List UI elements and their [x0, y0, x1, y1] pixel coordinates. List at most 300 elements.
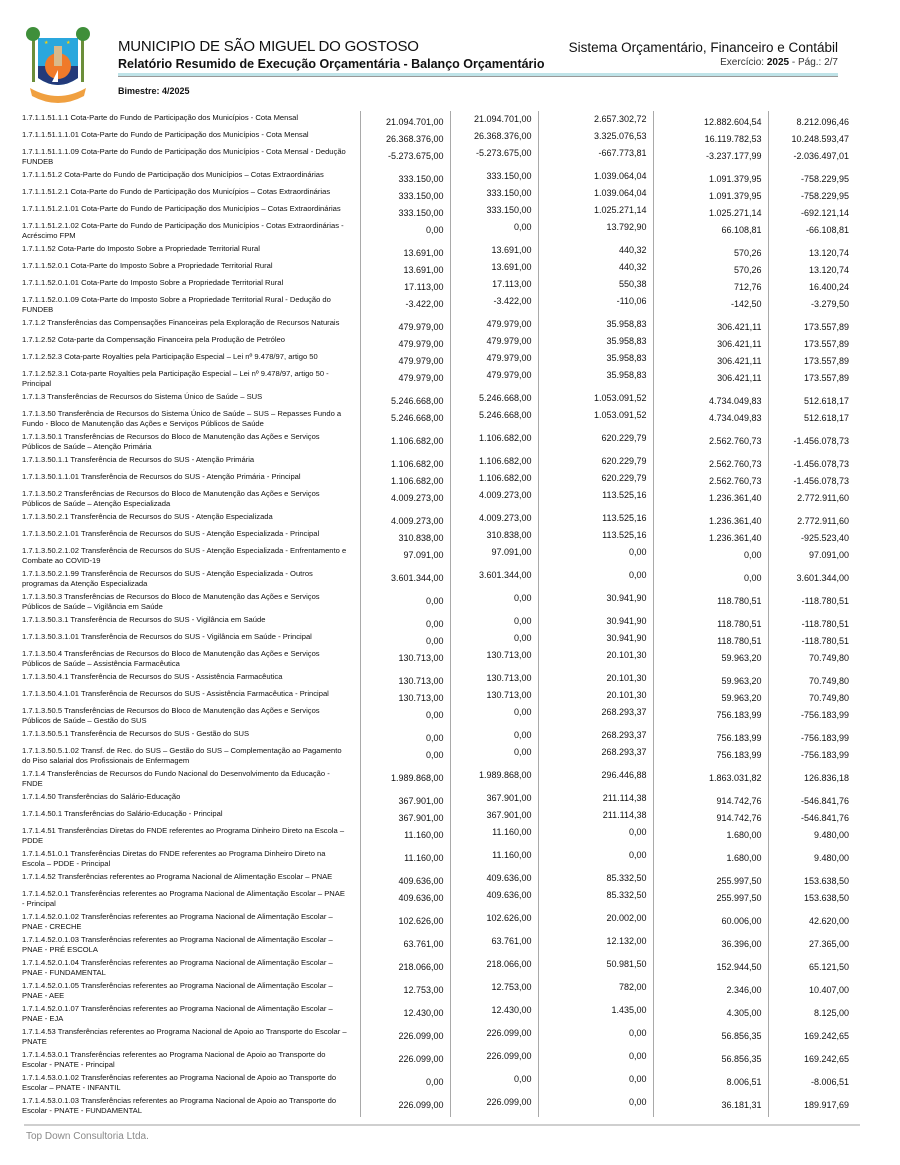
- forecast-initial-value: 0,00: [360, 613, 450, 630]
- revenue-description: 1.7.1.3.50.4.1.01 Transferência de Recursos do SUS - Assistência Farmacêutica - Principal: [22, 689, 329, 698]
- table-row: [22, 219, 855, 242]
- realized-bimester-value: 620.229,79: [538, 453, 653, 470]
- forecast-initial-value: 21.094.701,00: [360, 111, 450, 128]
- balance-value: -1.456.078,73: [768, 430, 855, 453]
- balance-value: 8.212.096,46: [768, 111, 855, 128]
- table-row: [22, 704, 855, 727]
- realized-to-date-value: 306.421,11: [653, 333, 768, 350]
- forecast-initial-value: 13.691,00: [360, 242, 450, 259]
- balance-value: 8.125,00: [768, 1002, 855, 1025]
- balance-value: 70.749,80: [768, 647, 855, 670]
- realized-to-date-value: -142,50: [653, 293, 768, 316]
- realized-to-date-value: 59.963,20: [653, 670, 768, 687]
- forecast-initial-value: 1.989.868,00: [360, 767, 450, 790]
- forecast-updated-value: 1.106.682,00: [450, 453, 538, 470]
- table-row: [22, 168, 855, 185]
- revenue-description: 1.7.1.4.53.0.1.02 Transferências referentes ao Programa Nacional de Apoio ao Transporte do Escolar – PNATE - INFANTIL: [22, 1073, 337, 1092]
- realized-bimester-value: 85.332,50: [538, 870, 653, 887]
- balance-value: 169.242,65: [768, 1025, 855, 1048]
- realized-bimester-value: 20.002,00: [538, 910, 653, 933]
- forecast-updated-value: 12.753,00: [450, 979, 538, 1002]
- forecast-updated-value: 130.713,00: [450, 670, 538, 687]
- revenue-description: 1.7.1.3 Transferências de Recursos do Sistema Único de Saúde – SUS: [22, 392, 263, 401]
- table-row: [22, 510, 855, 527]
- realized-bimester-value: 35.958,83: [538, 367, 653, 390]
- forecast-updated-value: 367.901,00: [450, 807, 538, 824]
- balance-value: 16.400,24: [768, 276, 855, 293]
- table-row: [22, 824, 855, 847]
- realized-to-date-value: 66.108,81: [653, 219, 768, 242]
- realized-bimester-value: 0,00: [538, 1048, 653, 1071]
- revenue-description: 1.7.1.2.52 Cota-parte da Compensação Financeira pela Produção de Petróleo: [22, 335, 285, 344]
- balance-value: -756.183,99: [768, 744, 855, 767]
- realized-bimester-value: 50.981,50: [538, 956, 653, 979]
- forecast-initial-value: 11.160,00: [360, 847, 450, 870]
- realized-bimester-value: 211.114,38: [538, 807, 653, 824]
- balance-value: -66.108,81: [768, 219, 855, 242]
- report-title: Relatório Resumido de Execução Orçamentária - Balanço Orçamentário: [118, 57, 545, 71]
- revenue-description: 1.7.1.3.50.3 Transferências de Recursos do Bloco de Manutenção das Ações e Serviços Públicos de Saúde – Vigilância em Saúde: [22, 592, 320, 611]
- balance-value: 126.836,18: [768, 767, 855, 790]
- forecast-initial-value: 0,00: [360, 590, 450, 613]
- forecast-updated-value: 333.150,00: [450, 185, 538, 202]
- forecast-initial-value: 4.009.273,00: [360, 487, 450, 510]
- table-row: [22, 807, 855, 824]
- balance-value: -692.121,14: [768, 202, 855, 219]
- table-row: [22, 453, 855, 470]
- table-row: [22, 767, 855, 790]
- realized-bimester-value: 1.039.064,04: [538, 185, 653, 202]
- realized-bimester-value: 30.941,90: [538, 590, 653, 613]
- forecast-updated-value: 1.106.682,00: [450, 470, 538, 487]
- forecast-initial-value: 12.753,00: [360, 979, 450, 1002]
- table-row: [22, 487, 855, 510]
- table-row: [22, 242, 855, 259]
- realized-to-date-value: 56.856,35: [653, 1025, 768, 1048]
- balance-value: 173.557,89: [768, 316, 855, 333]
- realized-to-date-value: 1.236.361,40: [653, 510, 768, 527]
- forecast-initial-value: 226.099,00: [360, 1048, 450, 1071]
- forecast-updated-value: 409.636,00: [450, 887, 538, 910]
- revenue-description: 1.7.1.1.52.0.1 Cota-Parte do Imposto Sobre a Propriedade Territorial Rural: [22, 261, 273, 270]
- svg-text:★: ★: [44, 40, 49, 46]
- forecast-updated-value: 21.094.701,00: [450, 111, 538, 128]
- forecast-initial-value: 409.636,00: [360, 870, 450, 887]
- forecast-updated-value: 226.099,00: [450, 1094, 538, 1117]
- forecast-updated-value: 26.368.376,00: [450, 128, 538, 145]
- balance-value: -3.279,50: [768, 293, 855, 316]
- realized-bimester-value: 0,00: [538, 544, 653, 567]
- realized-bimester-value: 620.229,79: [538, 430, 653, 453]
- forecast-initial-value: 0,00: [360, 630, 450, 647]
- table-row: [22, 259, 855, 276]
- balance-value: -118.780,51: [768, 613, 855, 630]
- realized-bimester-value: 35.958,83: [538, 316, 653, 333]
- revenue-description: 1.7.1.3.50.5 Transferências de Recursos do Bloco de Manutenção das Ações e Serviços Públicos de Saúde – Gestão do SUS: [22, 706, 320, 725]
- balance-value: 10.248.593,47: [768, 128, 855, 145]
- realized-bimester-value: 0,00: [538, 1094, 653, 1117]
- forecast-initial-value: 479.979,00: [360, 350, 450, 367]
- revenue-description: 1.7.1.3.50 Transferência de Recursos do Sistema Único de Saúde – SUS – Repasses Fundo a Fundo - Bloco de Manutenção das Ações e Serviços Públicos de Saúde: [22, 409, 342, 428]
- realized-to-date-value: 1.091.379,95: [653, 168, 768, 185]
- forecast-initial-value: 1.106.682,00: [360, 470, 450, 487]
- forecast-initial-value: 226.099,00: [360, 1025, 450, 1048]
- forecast-updated-value: 12.430,00: [450, 1002, 538, 1025]
- table-row: [22, 630, 855, 647]
- balance-value: 173.557,89: [768, 367, 855, 390]
- realized-bimester-value: 113.525,16: [538, 527, 653, 544]
- revenue-description: 1.7.1.4.50.1 Transferências do Salário-Educação - Principal: [22, 809, 223, 818]
- table-row: [22, 933, 855, 956]
- revenue-description: 1.7.1.3.50.1.1.01 Transferência de Recursos do SUS - Atenção Primária - Principal: [22, 472, 301, 481]
- forecast-initial-value: 0,00: [360, 704, 450, 727]
- realized-bimester-value: 268.293,37: [538, 744, 653, 767]
- bimester-label: Bimestre: 4/2025: [118, 86, 190, 96]
- forecast-updated-value: 4.009.273,00: [450, 487, 538, 510]
- realized-to-date-value: 1.236.361,40: [653, 487, 768, 510]
- realized-to-date-value: 118.780,51: [653, 590, 768, 613]
- revenue-description: 1.7.1.1.51.1.1.09 Cota-Parte do Fundo de Participação dos Municípios - Cota Mensal - Dedução FUNDEB: [22, 147, 346, 166]
- municipal-coat-of-arms-logo: [24, 26, 92, 104]
- realized-to-date-value: 1.680,00: [653, 824, 768, 847]
- revenue-description: 1.7.1.3.50.2.1.02 Transferência de Recursos do SUS - Atenção Especializada - Enfrentamento e Combate ao COVID-19: [22, 546, 347, 565]
- balance-value: -118.780,51: [768, 630, 855, 647]
- balance-value: -758.229,95: [768, 185, 855, 202]
- revenue-description: 1.7.1.1.52.0.1.01 Cota-Parte do Imposto Sobre a Propriedade Territorial Rural: [22, 278, 284, 287]
- footer-company: Top Down Consultoria Ltda.: [26, 1131, 149, 1142]
- forecast-updated-value: 218.066,00: [450, 956, 538, 979]
- revenue-description: 1.7.1.4.53.0.1.03 Transferências referentes ao Programa Nacional de Apoio ao Transporte do Escolar - PNATE - FUNDAMENTAL: [22, 1096, 337, 1115]
- forecast-updated-value: 63.761,00: [450, 933, 538, 956]
- balance-value: 13.120,74: [768, 259, 855, 276]
- forecast-initial-value: 5.246.668,00: [360, 390, 450, 407]
- realized-to-date-value: -3.237.177,99: [653, 145, 768, 168]
- revenue-description: 1.7.1.3.50.2.1.99 Transferência de Recursos do SUS - Atenção Especializada - Outros programas da Atenção Especializada: [22, 569, 313, 588]
- forecast-updated-value: 0,00: [450, 613, 538, 630]
- table-row: [22, 727, 855, 744]
- exercise-page-info: [720, 57, 838, 68]
- realized-to-date-value: 2.346,00: [653, 979, 768, 1002]
- realized-bimester-value: 85.332,50: [538, 887, 653, 910]
- forecast-updated-value: 1.989.868,00: [450, 767, 538, 790]
- table-row: [22, 744, 855, 767]
- balance-value: 2.772.911,60: [768, 487, 855, 510]
- balance-value: 173.557,89: [768, 333, 855, 350]
- table-row: [22, 430, 855, 453]
- realized-bimester-value: 20.101,30: [538, 687, 653, 704]
- realized-to-date-value: 0,00: [653, 544, 768, 567]
- realized-bimester-value: 0,00: [538, 847, 653, 870]
- realized-to-date-value: 59.963,20: [653, 687, 768, 704]
- forecast-initial-value: 0,00: [360, 744, 450, 767]
- realized-bimester-value: 296.446,88: [538, 767, 653, 790]
- revenue-description: 1.7.1.3.50.1 Transferências de Recursos do Bloco de Manutenção das Ações e Serviços Públicos de Saúde – Atenção Primária: [22, 432, 320, 451]
- page-number: - Pág.: 2/7: [789, 57, 838, 68]
- realized-to-date-value: 756.183,99: [653, 704, 768, 727]
- realized-to-date-value: 4.734.049,83: [653, 407, 768, 430]
- table-row: [22, 1071, 855, 1094]
- realized-bimester-value: 30.941,90: [538, 630, 653, 647]
- forecast-updated-value: 0,00: [450, 704, 538, 727]
- balance-value: -925.523,40: [768, 527, 855, 544]
- revenue-description: 1.7.1.1.52.0.1.09 Cota-Parte do Imposto Sobre a Propriedade Territorial Rural - Dedução do FUNDEB: [22, 295, 331, 314]
- realized-bimester-value: -667.773,81: [538, 145, 653, 168]
- balance-value: 9.480,00: [768, 824, 855, 847]
- realized-to-date-value: 914.742,76: [653, 790, 768, 807]
- budget-balance-table: [22, 111, 855, 1117]
- balance-value: -118.780,51: [768, 590, 855, 613]
- realized-bimester-value: 0,00: [538, 1071, 653, 1094]
- realized-bimester-value: 1.025.271,14: [538, 202, 653, 219]
- forecast-initial-value: 130.713,00: [360, 670, 450, 687]
- realized-to-date-value: 12.882.604,54: [653, 111, 768, 128]
- forecast-initial-value: 333.150,00: [360, 202, 450, 219]
- revenue-description: 1.7.1.4.50 Transferências do Salário-Educação: [22, 792, 181, 801]
- table-row: [22, 979, 855, 1002]
- revenue-description: 1.7.1.4.52.0.1.02 Transferências referentes ao Programa Nacional de Alimentação Escolar – PNAE - CRECHE: [22, 912, 333, 931]
- table-row: [22, 590, 855, 613]
- realized-to-date-value: 2.562.760,73: [653, 430, 768, 453]
- balance-value: -546.841,76: [768, 790, 855, 807]
- table-row: [22, 870, 855, 887]
- realized-to-date-value: 8.006,51: [653, 1071, 768, 1094]
- table-row: [22, 407, 855, 430]
- forecast-initial-value: 479.979,00: [360, 316, 450, 333]
- forecast-initial-value: 367.901,00: [360, 790, 450, 807]
- balance-value: -8.006,51: [768, 1071, 855, 1094]
- table-row: [22, 613, 855, 630]
- table-row: [22, 544, 855, 567]
- table-row: [22, 276, 855, 293]
- realized-bimester-value: 35.958,83: [538, 333, 653, 350]
- table-row: [22, 293, 855, 316]
- revenue-description: 1.7.1.4.52.0.1.07 Transferências referentes ao Programa Nacional de Alimentação Escolar – PNAE - EJA: [22, 1004, 333, 1023]
- realized-to-date-value: 0,00: [653, 567, 768, 590]
- balance-value: 70.749,80: [768, 670, 855, 687]
- realized-to-date-value: 1.863.031,82: [653, 767, 768, 790]
- table-row: [22, 887, 855, 910]
- forecast-initial-value: 26.368.376,00: [360, 128, 450, 145]
- revenue-description: 1.7.1.3.50.2 Transferências de Recursos do Bloco de Manutenção das Ações e Serviços Públicos de Saúde – Atenção Especializada: [22, 489, 320, 508]
- table-row: [22, 1094, 855, 1117]
- realized-bimester-value: 1.039.064,04: [538, 168, 653, 185]
- forecast-updated-value: -3.422,00: [450, 293, 538, 316]
- balance-value: -546.841,76: [768, 807, 855, 824]
- revenue-description: 1.7.1.1.51.2.1.02 Cota-Parte do Fundo de Participação dos Municípios - Cotas Extraordinárias - Acréscimo FPM: [22, 221, 344, 240]
- municipality-name: MUNICIPIO DE SÃO MIGUEL DO GOSTOSO: [118, 38, 419, 55]
- forecast-updated-value: 11.160,00: [450, 824, 538, 847]
- balance-value: 9.480,00: [768, 847, 855, 870]
- forecast-initial-value: 367.901,00: [360, 807, 450, 824]
- forecast-updated-value: 97.091,00: [450, 544, 538, 567]
- balance-value: 70.749,80: [768, 687, 855, 704]
- revenue-description: 1.7.1.4.53 Transferências referentes ao Programa Nacional de Apoio ao Transporte do Escolar – PNATE: [22, 1027, 347, 1046]
- realized-to-date-value: 36.396,00: [653, 933, 768, 956]
- revenue-description: 1.7.1.3.50.1.1 Transferência de Recursos do SUS - Atenção Primária: [22, 455, 255, 464]
- revenue-description: 1.7.1.1.51.1.1.01 Cota-Parte do Fundo de Participação dos Municípios - Cota Mensal: [22, 130, 309, 139]
- revenue-description: 1.7.1.3.50.2.1 Transferência de Recursos do SUS - Atenção Especializada: [22, 512, 273, 521]
- realized-to-date-value: 36.181,31: [653, 1094, 768, 1117]
- table-row: [22, 350, 855, 367]
- realized-to-date-value: 1.236.361,40: [653, 527, 768, 544]
- header-divider: [118, 73, 838, 77]
- balance-value: 13.120,74: [768, 242, 855, 259]
- forecast-initial-value: 1.106.682,00: [360, 453, 450, 470]
- revenue-description: 1.7.1.1.51.2.1.01 Cota-Parte do Fundo de Participação dos Municípios – Cotas Extraordinárias: [22, 204, 341, 213]
- table-row: [22, 145, 855, 168]
- forecast-updated-value: 102.626,00: [450, 910, 538, 933]
- table-row: [22, 1048, 855, 1071]
- forecast-updated-value: 409.636,00: [450, 870, 538, 887]
- revenue-description: 1.7.1.1.51.2 Cota-Parte do Fundo de Participação dos Municípios – Cotas Extraordinárias: [22, 170, 324, 179]
- forecast-updated-value: 5.246.668,00: [450, 407, 538, 430]
- forecast-initial-value: 130.713,00: [360, 687, 450, 704]
- table-row: [22, 956, 855, 979]
- realized-to-date-value: 914.742,76: [653, 807, 768, 824]
- exercise-year: 2025: [766, 57, 790, 68]
- forecast-updated-value: 333.150,00: [450, 168, 538, 185]
- realized-bimester-value: 35.958,83: [538, 350, 653, 367]
- realized-to-date-value: 2.562.760,73: [653, 453, 768, 470]
- revenue-description: 1.7.1.3.50.5.1.02 Transf. de Rec. do SUS – Gestão do SUS – Complementação ao Pagamento do Piso salarial dos Profissionais de Enfermagem: [22, 746, 342, 765]
- forecast-initial-value: 333.150,00: [360, 168, 450, 185]
- forecast-updated-value: 0,00: [450, 590, 538, 613]
- realized-to-date-value: 60.006,00: [653, 910, 768, 933]
- realized-bimester-value: 20.101,30: [538, 647, 653, 670]
- forecast-updated-value: 130.713,00: [450, 647, 538, 670]
- forecast-initial-value: 97.091,00: [360, 544, 450, 567]
- balance-value: 169.242,65: [768, 1048, 855, 1071]
- table-row: [22, 847, 855, 870]
- balance-value: -1.456.078,73: [768, 453, 855, 470]
- realized-to-date-value: 152.944,50: [653, 956, 768, 979]
- revenue-description: 1.7.1.2.52.3.1 Cota-parte Royalties pela Participação Especial – Lei nº 9.478/97, artigo 50 - Principal: [22, 369, 329, 388]
- forecast-updated-value: 4.009.273,00: [450, 510, 538, 527]
- forecast-updated-value: 333.150,00: [450, 202, 538, 219]
- balance-value: 153.638,50: [768, 887, 855, 910]
- realized-bimester-value: 211.114,38: [538, 790, 653, 807]
- forecast-updated-value: 17.113,00: [450, 276, 538, 293]
- forecast-initial-value: 226.099,00: [360, 1094, 450, 1117]
- forecast-updated-value: 1.106.682,00: [450, 430, 538, 453]
- table-row: [22, 128, 855, 145]
- forecast-updated-value: 5.246.668,00: [450, 390, 538, 407]
- revenue-description: 1.7.1.3.50.5.1 Transferência de Recursos do SUS - Gestão do SUS: [22, 729, 250, 738]
- balance-value: -758.229,95: [768, 168, 855, 185]
- revenue-description: 1.7.1.1.51.2.1 Cota-Parte do Fundo de Participação dos Municípios – Cotas Extraordinárias: [22, 187, 331, 196]
- realized-bimester-value: 0,00: [538, 824, 653, 847]
- forecast-initial-value: 130.713,00: [360, 647, 450, 670]
- table-row: [22, 202, 855, 219]
- balance-value: 189.917,69: [768, 1094, 855, 1117]
- realized-bimester-value: 0,00: [538, 1025, 653, 1048]
- realized-to-date-value: 570,26: [653, 242, 768, 259]
- realized-bimester-value: 0,00: [538, 567, 653, 590]
- balance-value: -1.456.078,73: [768, 470, 855, 487]
- realized-to-date-value: 118.780,51: [653, 613, 768, 630]
- balance-value: 153.638,50: [768, 870, 855, 887]
- table-row: [22, 687, 855, 704]
- forecast-updated-value: 479.979,00: [450, 333, 538, 350]
- balance-value: 512.618,17: [768, 407, 855, 430]
- realized-bimester-value: 440,32: [538, 242, 653, 259]
- forecast-updated-value: 0,00: [450, 1071, 538, 1094]
- balance-value: 97.091,00: [768, 544, 855, 567]
- balance-value: 3.601.344,00: [768, 567, 855, 590]
- balance-value: -756.183,99: [768, 727, 855, 744]
- revenue-description: 1.7.1.2 Transferências das Compensações Financeiras pela Exploração de Recursos Naturais: [22, 318, 340, 327]
- system-name: Sistema Orçamentário, Financeiro e Contábil: [568, 40, 838, 55]
- revenue-description: 1.7.1.3.50.4.1 Transferência de Recursos do SUS - Assistência Farmacêutica: [22, 672, 283, 681]
- forecast-initial-value: 12.430,00: [360, 1002, 450, 1025]
- realized-bimester-value: 113.525,16: [538, 510, 653, 527]
- forecast-initial-value: 333.150,00: [360, 185, 450, 202]
- revenue-description: 1.7.1.4.53.0.1 Transferências referentes ao Programa Nacional de Apoio ao Transporte do Escolar - PNATE - Principal: [22, 1050, 326, 1069]
- revenue-description: 1.7.1.4.52 Transferências referentes ao Programa Nacional de Alimentação Escolar – PNAE: [22, 872, 333, 881]
- realized-to-date-value: 306.421,11: [653, 367, 768, 390]
- forecast-initial-value: 3.601.344,00: [360, 567, 450, 590]
- forecast-updated-value: 0,00: [450, 630, 538, 647]
- forecast-initial-value: 310.838,00: [360, 527, 450, 544]
- svg-text:★: ★: [66, 40, 71, 46]
- realized-bimester-value: 1.053.091,52: [538, 390, 653, 407]
- realized-bimester-value: 440,32: [538, 259, 653, 276]
- balance-value: 2.772.911,60: [768, 510, 855, 527]
- forecast-initial-value: 63.761,00: [360, 933, 450, 956]
- realized-bimester-value: 1.435,00: [538, 1002, 653, 1025]
- forecast-updated-value: 11.160,00: [450, 847, 538, 870]
- revenue-description: 1.7.1.1.52 Cota-Parte do Imposto Sobre a Propriedade Territorial Rural: [22, 244, 260, 253]
- table-row: [22, 185, 855, 202]
- forecast-updated-value: 310.838,00: [450, 527, 538, 544]
- balance-value: -756.183,99: [768, 704, 855, 727]
- realized-to-date-value: 306.421,11: [653, 350, 768, 367]
- forecast-initial-value: 218.066,00: [360, 956, 450, 979]
- realized-to-date-value: 4.734.049,83: [653, 390, 768, 407]
- revenue-description: 1.7.1.4.52.0.1.05 Transferências referentes ao Programa Nacional de Alimentação Escolar – PNAE - AEE: [22, 981, 333, 1000]
- realized-to-date-value: 756.183,99: [653, 727, 768, 744]
- forecast-initial-value: 0,00: [360, 727, 450, 744]
- exercise-label: Exercício:: [720, 57, 765, 68]
- realized-bimester-value: -110,06: [538, 293, 653, 316]
- table-row: [22, 1002, 855, 1025]
- table-row: [22, 1025, 855, 1048]
- forecast-initial-value: 409.636,00: [360, 887, 450, 910]
- realized-to-date-value: 16.119.782,53: [653, 128, 768, 145]
- realized-bimester-value: 1.053.091,52: [538, 407, 653, 430]
- revenue-description: 1.7.1.3.50.3.1 Transferência de Recursos do SUS - Vigilância em Saúde: [22, 615, 266, 624]
- forecast-initial-value: 5.246.668,00: [360, 407, 450, 430]
- footer-divider: [24, 1124, 860, 1126]
- table-row: [22, 470, 855, 487]
- balance-value: 512.618,17: [768, 390, 855, 407]
- table-row: [22, 647, 855, 670]
- balance-value: 65.121,50: [768, 956, 855, 979]
- revenue-description: 1.7.1.3.50.2.1.01 Transferência de Recursos do SUS - Atenção Especializada - Principal: [22, 529, 320, 538]
- forecast-updated-value: 479.979,00: [450, 350, 538, 367]
- table-row: [22, 670, 855, 687]
- realized-to-date-value: 4.305,00: [653, 1002, 768, 1025]
- revenue-description: 1.7.1.3.50.4 Transferências de Recursos do Bloco de Manutenção das Ações e Serviços Públicos de Saúde – Assistência Farmacêutica: [22, 649, 320, 668]
- realized-bimester-value: 13.792,90: [538, 219, 653, 242]
- revenue-description: 1.7.1.4 Transferências de Recursos do Fundo Nacional do Desenvolvimento da Educação -FNDE: [22, 769, 330, 788]
- realized-to-date-value: 56.856,35: [653, 1048, 768, 1071]
- balance-value: 27.365,00: [768, 933, 855, 956]
- realized-bimester-value: 268.293,37: [538, 704, 653, 727]
- realized-to-date-value: 255.997,50: [653, 887, 768, 910]
- realized-to-date-value: 255.997,50: [653, 870, 768, 887]
- realized-to-date-value: 59.963,20: [653, 647, 768, 670]
